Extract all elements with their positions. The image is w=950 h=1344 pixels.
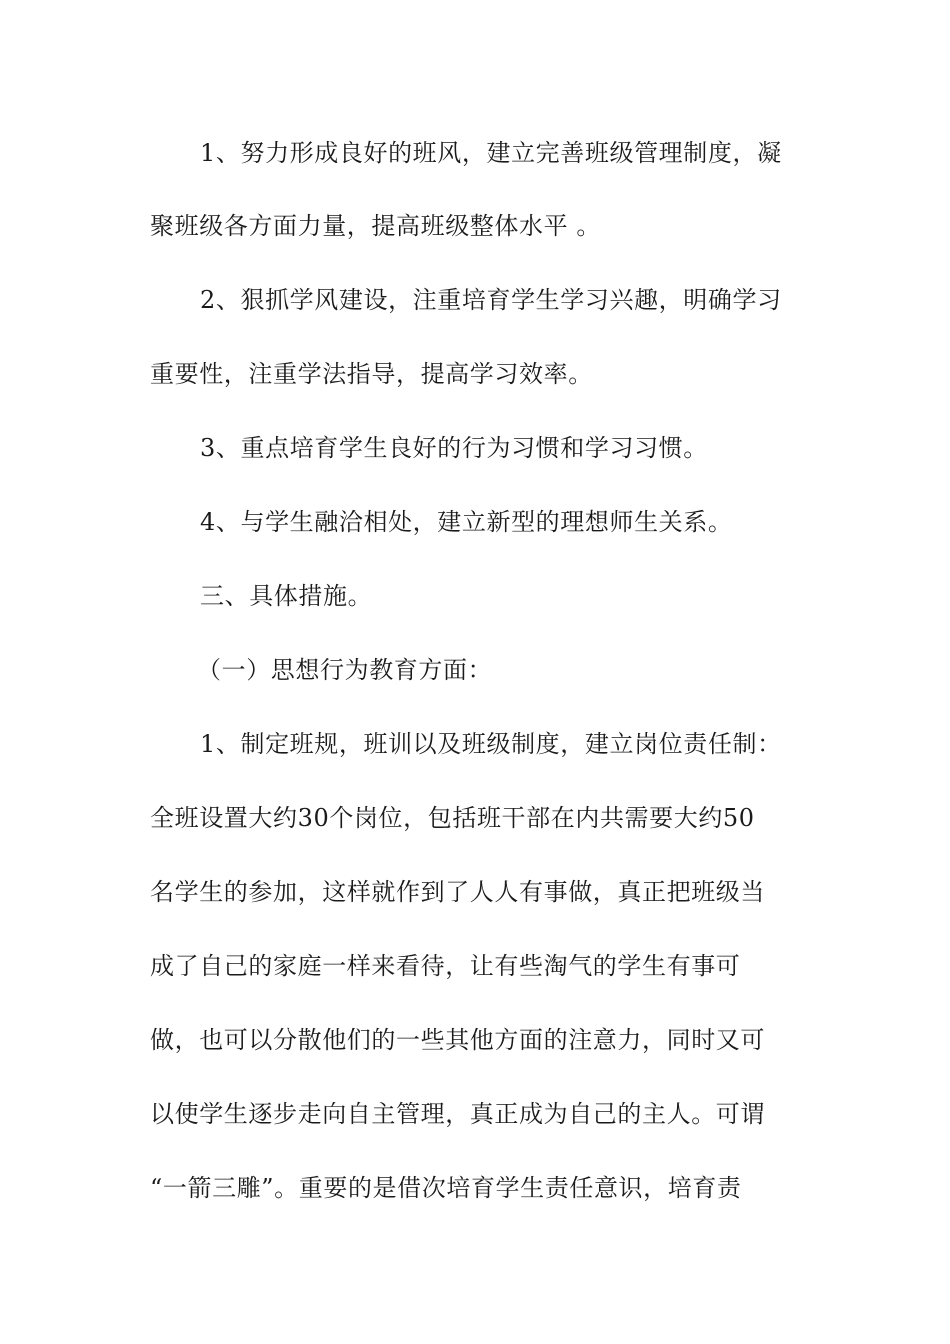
measure-1-line-4: 成了自己的家庭一样来看待，让有些淘气的学生有事可	[150, 952, 741, 980]
goal-1-line-2: 聚班级各方面力量，提高班级整体水平 。	[150, 212, 602, 240]
measure-1-line-1: 1、制定班规，班训以及班级制度，建立岗位责任制：	[200, 730, 782, 758]
goal-2-line-1: 2、狠抓学风建设，注重培育学生学习兴趣，明确学习	[200, 286, 782, 314]
goal-2-line-2: 重要性，注重学法指导，提高学习效率。	[150, 360, 593, 388]
measure-1-line-7: “一箭三雕”。重要的是借次培育学生责任意识，培育责	[150, 1174, 742, 1202]
goal-3-line: 3、重点培育学生良好的行为习惯和学习习惯。	[200, 434, 708, 462]
subsection-heading: （一）思想行为教育方面：	[197, 656, 493, 684]
goal-4-line: 4、与学生融洽相处，建立新型的理想师生关系。	[200, 508, 733, 536]
measure-1-line-5: 做，也可以分散他们的一些其他方面的注意力，同时又可	[150, 1026, 765, 1054]
measure-1-line-6: 以使学生逐步走向自主管理，真正成为自己的主人。可谓	[150, 1100, 765, 1128]
goal-1-line-1: 1、努力形成良好的班风，建立完善班级管理制度，凝	[200, 139, 782, 167]
measure-1-line-3: 名学生的参加，这样就作到了人人有事做，真正把班级当	[150, 878, 765, 906]
measure-1-line-2: 全班设置大约30个岗位，包括班干部在内共需要大约50	[150, 804, 755, 832]
section-heading: 三、具体措施。	[200, 582, 373, 610]
